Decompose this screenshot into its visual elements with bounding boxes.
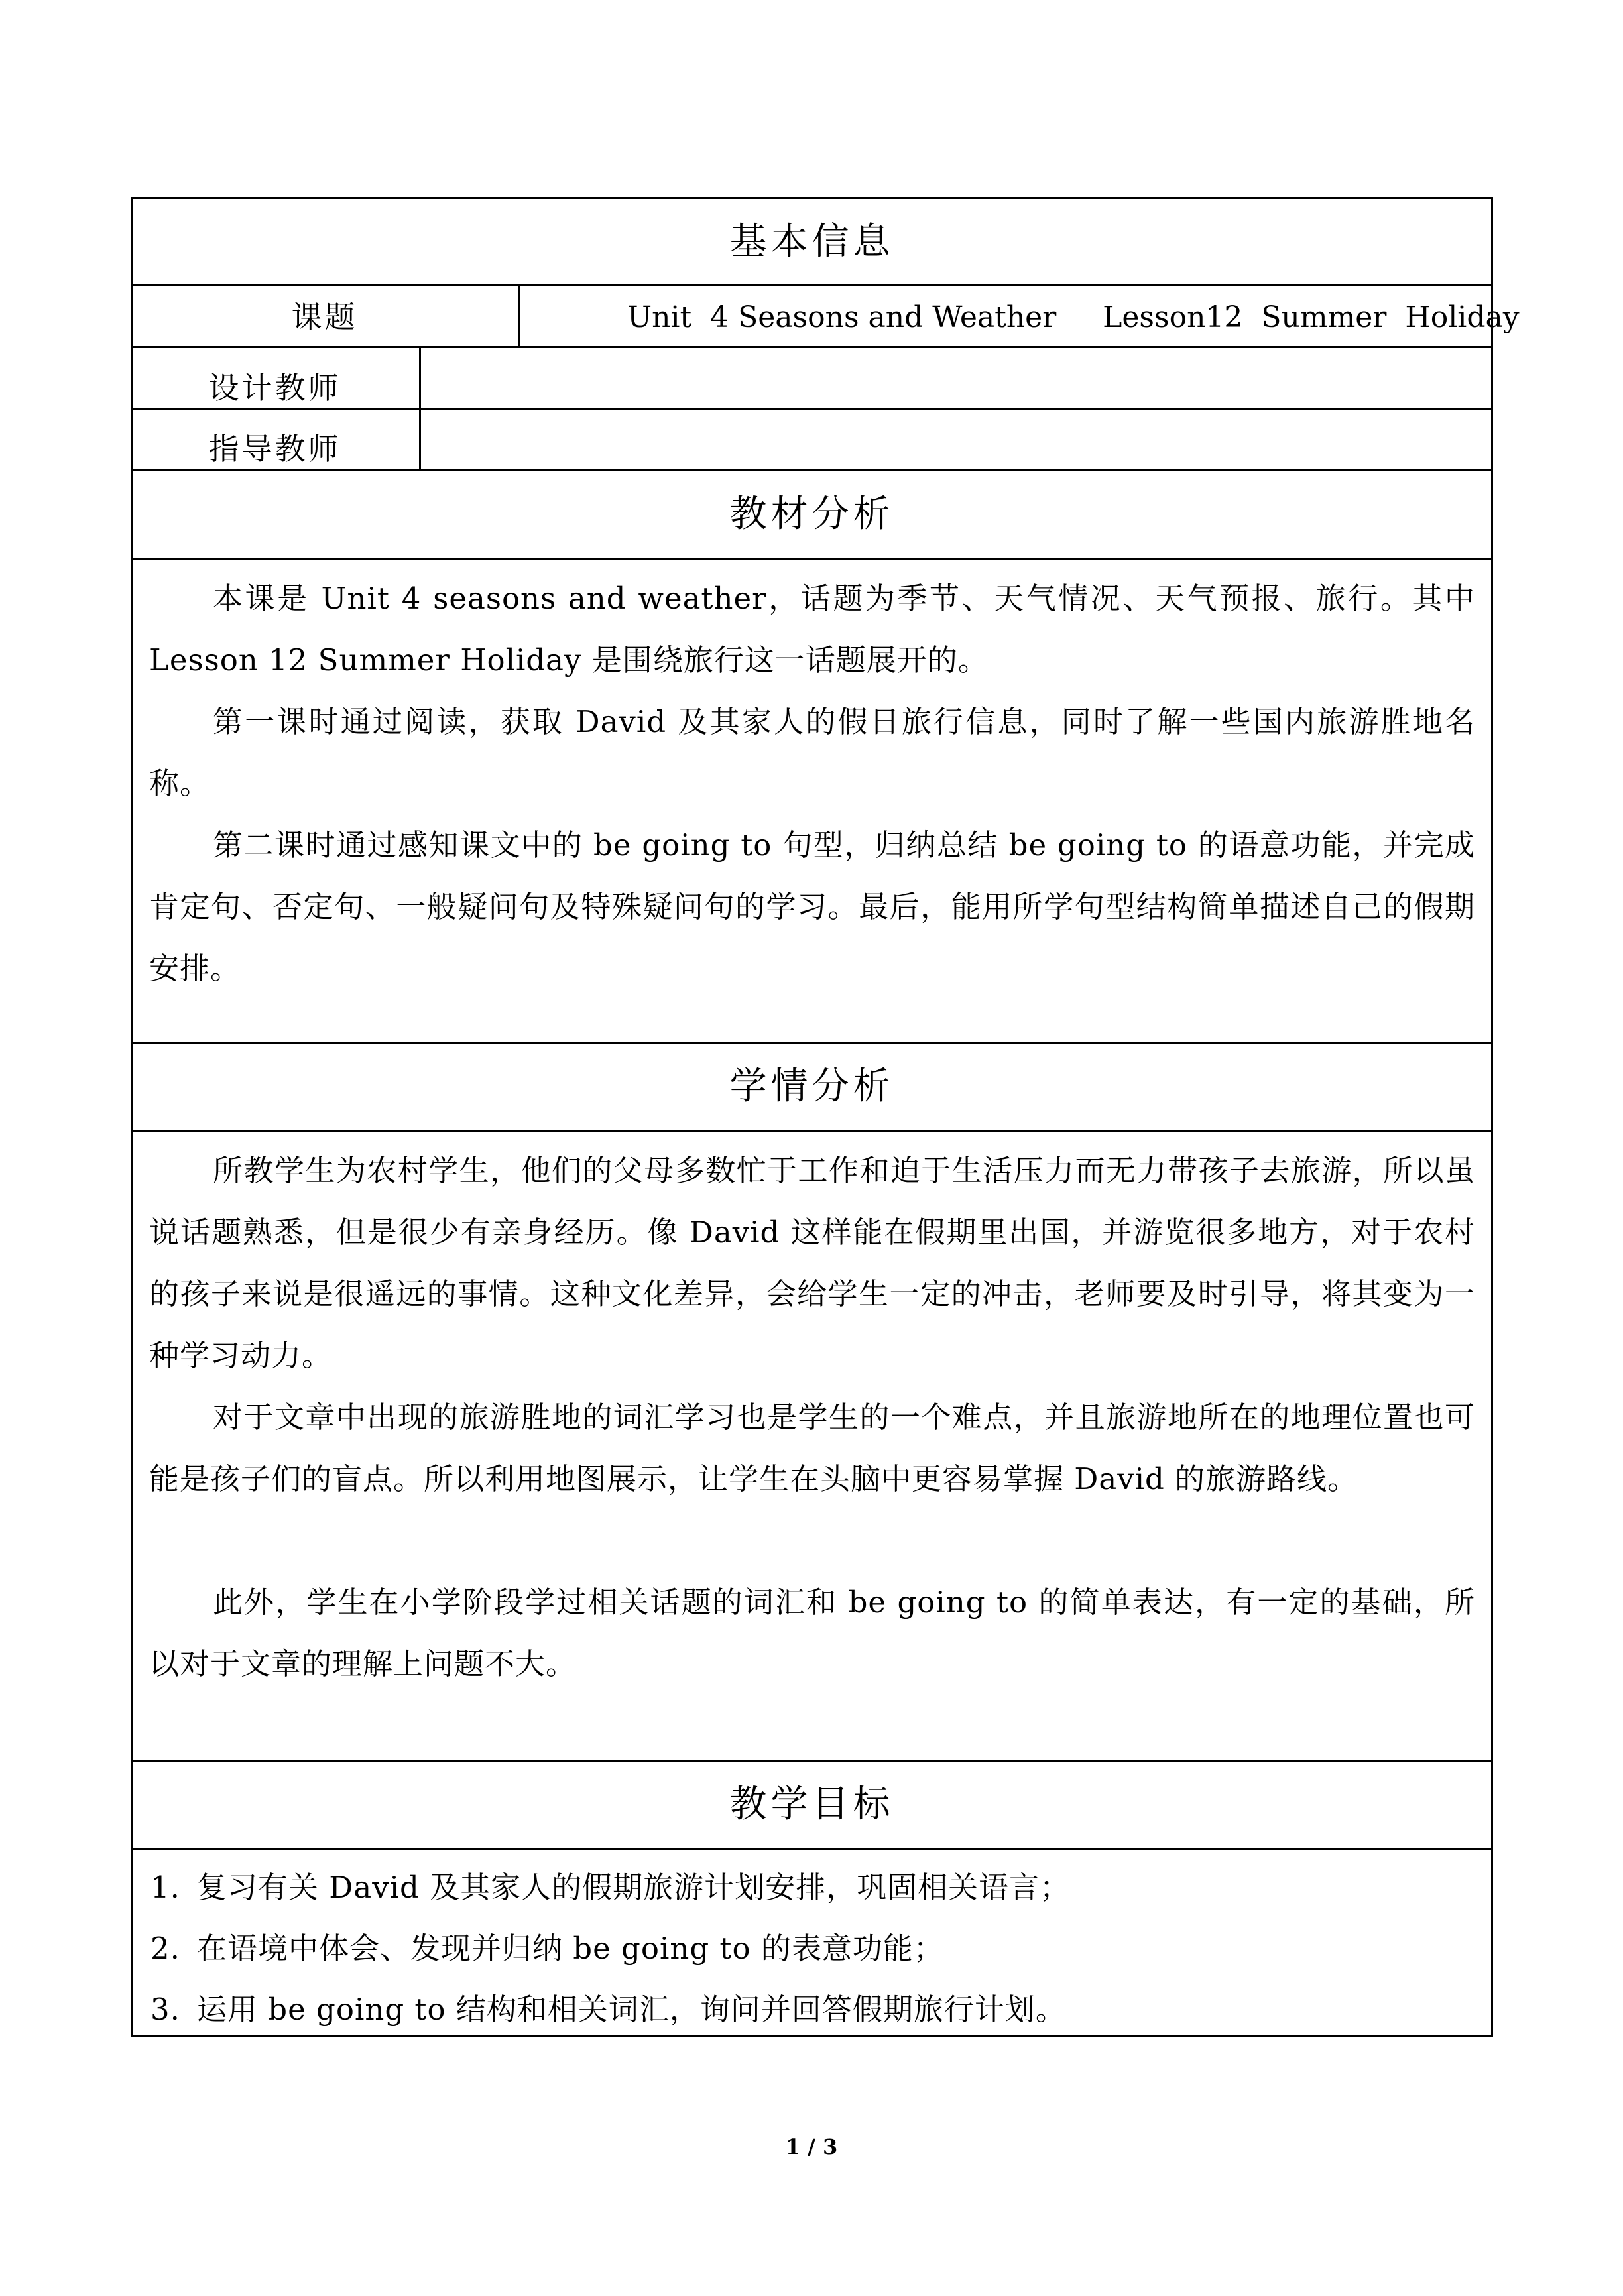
topic-label: 课题 — [291, 299, 358, 335]
row-divider — [131, 284, 1493, 286]
row-divider — [131, 1130, 1493, 1132]
row-divider — [131, 1042, 1493, 1044]
goal-number: 2. — [150, 1931, 180, 1966]
goal-number: 3. — [150, 1992, 180, 2027]
advisor-label: 指导教师 — [208, 431, 341, 467]
row-divider — [131, 1760, 1493, 1762]
column-divider — [419, 346, 421, 469]
section-title-basic-info: 基本信息 — [729, 220, 894, 263]
goal-text: 在语境中体会、发现并归纳 be going to 的表意功能； — [197, 1931, 944, 1966]
designer-label: 设计教师 — [208, 370, 341, 406]
goal-text: 复习有关 David 及其家人的假期旅游计划安排，巩固相关语言； — [197, 1870, 1071, 1905]
row-divider — [131, 1848, 1493, 1850]
student-paragraph: 所教学生为农村学生，他们的父母多数忙于工作和迫于生活压力而无力带孩子去旅游，所以虽说话题熟悉，但是很少有亲身经历。像 David 这样能在假期里出国，并游览很多地方，对于农村的孩子来说是很遥远的事情。这种文化差异，会给学生一定的冲击，老师要及时引导，将其变为一种学习动力。 — [149, 1153, 1475, 1373]
goal-item — [150, 1870, 1071, 1905]
row-divider — [131, 469, 1493, 471]
column-divider — [518, 284, 520, 346]
textbook-paragraph: 第二课时通过感知课文中的 be going to 句型，归纳总结 be going to 的语意功能，并完成肯定句、否定句、一般疑问句及特殊疑问句的学习。最后，能用所学句型结构简单描述自己的假期安排。 — [149, 827, 1475, 986]
textbook-paragraph: 第一课时通过阅读，获取 David 及其家人的假日旅行信息，同时了解一些国内旅游胜地名称。 — [149, 704, 1475, 801]
section-title-textbook-analysis: 教材分析 — [729, 493, 894, 536]
section-title-teaching-goals: 教学目标 — [729, 1783, 894, 1826]
topic-value: Unit 4 Seasons and Weather Lesson12 Summer Holiday — [627, 300, 1520, 334]
goal-item — [150, 1992, 1066, 2027]
page-indicator: 1 / 3 — [785, 2134, 838, 2159]
goal-item — [150, 1931, 944, 1966]
goal-text: 运用 be going to 结构和相关词汇，询问并回答假期旅行计划。 — [197, 1992, 1066, 2027]
textbook-paragraph: 本课是 Unit 4 seasons and weather，话题为季节、天气情况、天气预报、旅行。其中 Lesson 12 Summer Holiday 是围绕旅行这一话题展开的。 — [149, 581, 1475, 678]
section-title-student-analysis: 学情分析 — [729, 1065, 894, 1108]
row-divider — [131, 558, 1493, 560]
student-paragraph: 此外，学生在小学阶段学过相关话题的词汇和 be going to 的简单表达，有一定的基础，所以对于文章的理解上问题不大。 — [149, 1585, 1475, 1681]
row-divider — [131, 408, 1493, 410]
row-divider — [131, 346, 1493, 348]
goal-number: 1. — [150, 1870, 180, 1905]
student-paragraph: 对于文章中出现的旅游胜地的词汇学习也是学生的一个难点，并且旅游地所在的地理位置也可能是孩子们的盲点。所以利用地图展示，让学生在头脑中更容易掌握 David 的旅游路线。 — [149, 1400, 1475, 1496]
